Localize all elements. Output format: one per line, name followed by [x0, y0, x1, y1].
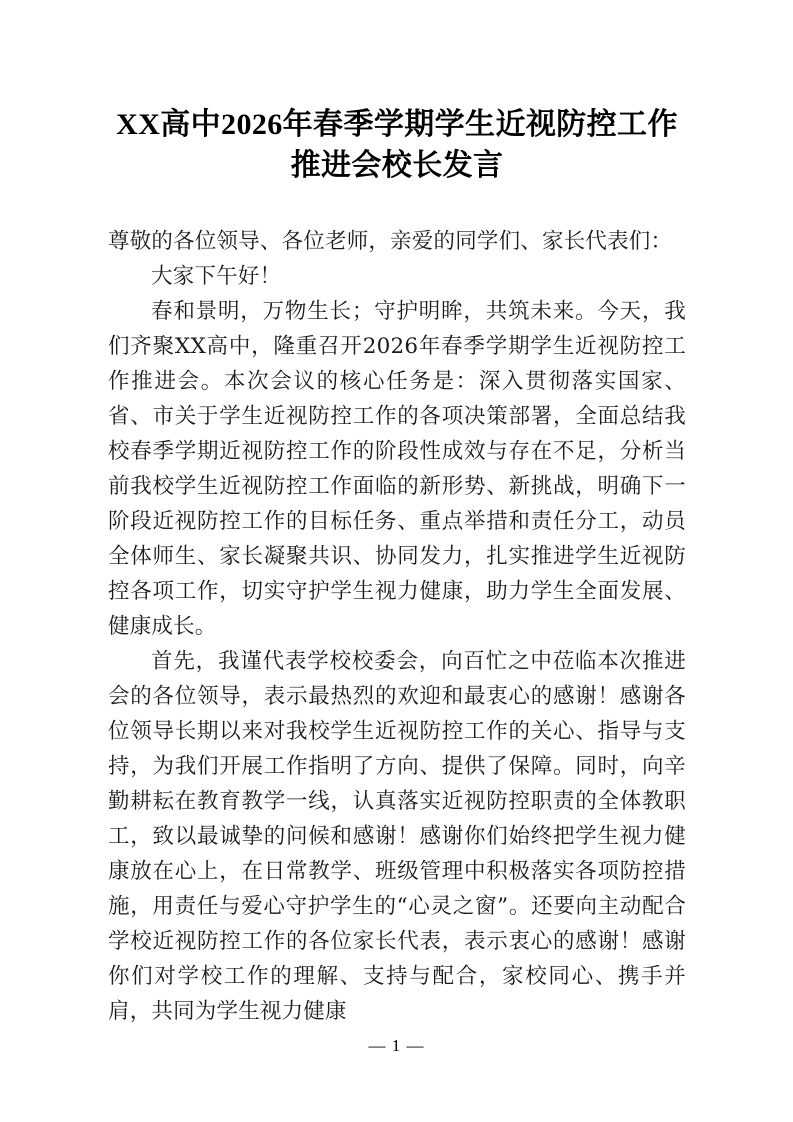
paragraph-salutation: 尊敬的各位领导、各位老师，亲爱的同学们、家长代表们：: [108, 229, 673, 254]
page-number-footer: — 1 —: [368, 1036, 425, 1055]
page-title: XX高中2026年春季学期学生近视防控工作推进会校长发言: [116, 108, 678, 182]
paragraph-acknowledgements: 首先，我谨代表学校校委会，向百忙之中莅临本次推进会的各位领导，表示最热烈的欢迎和最衷心的感谢！感谢各位领导长期以来对我校学生近视防控工作的关心、指导与支持，为我们开展工作指明了方向、提供了保障。同时，向辛勤耕耘在教育教学一线，认真落实近视防控职责的全体教职工，致以最诚挚的问候和感谢！感谢你们始终把学生视力健康放在心上，在日常教学、班级管理中积极落实各项防控措施，用责任与爱心守护学生的“心灵之窗”。还要向主动配合学校近视防控工作的各位家长代表，表示衷心的感谢！感谢你们对学校工作的理解、支持与配合，家校同心、携手并肩，共同为学生视力健康: [108, 649, 686, 1024]
document-body: [108, 0, 686, 1029]
paragraph-opening: 春和景明，万物生长；守护明眸，共筑未来。今天，我们齐聚XX高中，隆重召开2026年春季学期学生近视防控工作推进会。本次会议的核心任务是：深入贯彻落实国家、省、市关于学生近视防控工作的各项决策部署，全面总结我校春季学期近视防控工作的阶段性成效与存在不足，分析当前我校学生近视防控工作面临的新形势、新挑战，明确下一阶段近视防控工作的目标任务、重点举措和责任分工，动员全体师生、家长凝聚共识、协同发力，扎实推进学生近视防控各项工作，切实守护学生视力健康，助力学生全面发展、健康成长。: [108, 299, 686, 639]
paragraph-greeting: 大家下午好！: [151, 264, 282, 289]
